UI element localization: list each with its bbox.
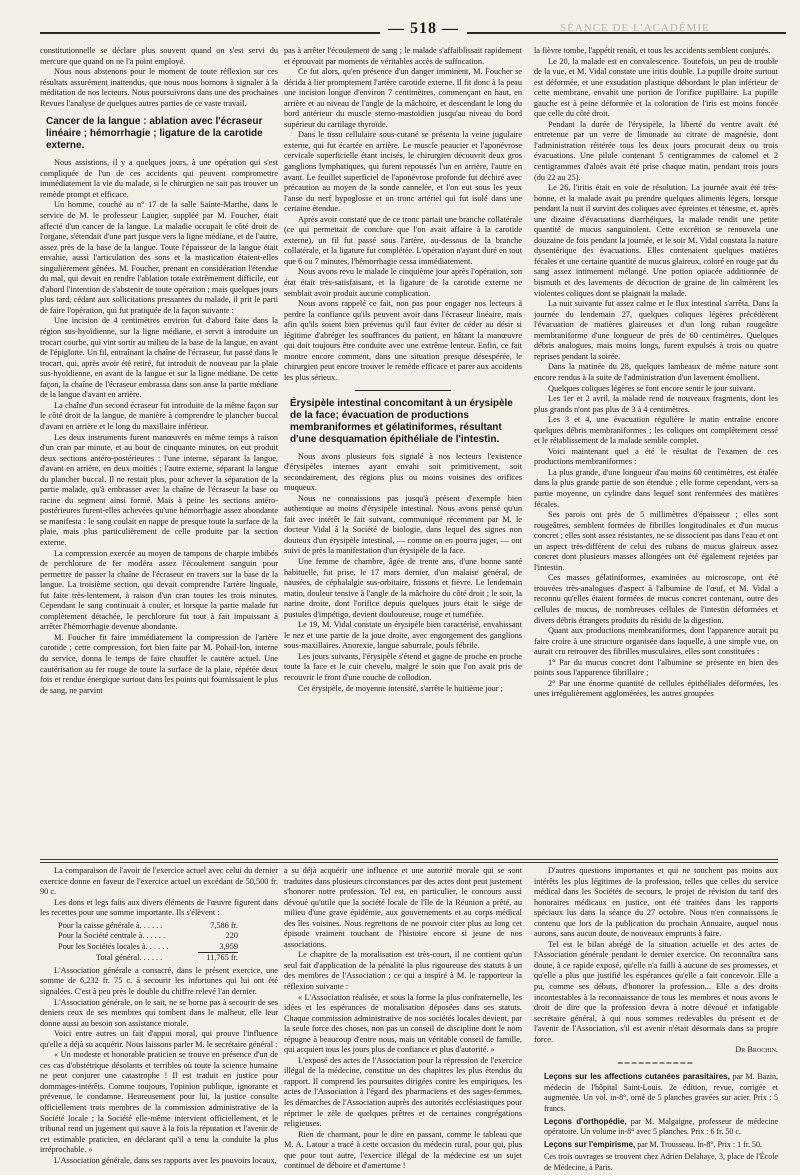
paragraph: Le chapitre de la moralisation est très-court, il ne contient qu'un seul fait d'application de la pénalité la plus rigoureuse des statuts à un des membres de l'Association ; ce qui a inspiré à M. le rapporteur la réflexion suivante : bbox=[284, 950, 522, 992]
paragraph: L'Association générale, dans ses rapports avec les pouvoirs locaux, bbox=[54, 1155, 277, 1165]
paragraph: Voici maintenant quel a été le résultat de l'examen de ces productions membraniformes : bbox=[534, 446, 778, 467]
book-announcements bbox=[534, 1072, 778, 1171]
book-title: Leçons d'orthopédie, bbox=[544, 1116, 627, 1126]
paragraph: Les 1er et 2 avril, la malade rend de nouveaux fragments, dont les plus grands n'ont pas plus de 3 à 4 centimètres. bbox=[534, 394, 778, 414]
donation-label: Pour la Société centrale à. . . . . . bbox=[58, 931, 166, 941]
article-heading-erysipele: Érysipèle intestinal concomitant à un érysipèle de la face; évacuation de productions membraniformes et gélatiniformes, résultant d'une desquamation épithéliale de l'intestin. bbox=[290, 397, 513, 445]
paragraph: D'autres questions importantes et qui ne touchent pas moins aux intérêts les plus légitimes de la profession, telles que celles du service médical dans les Sociétés de secours, le projet de révision du tarif des honoraires médicaux en justice, ont été traitées dans les rapports spéciaux lus dans la séance du 27 octobre. Nous n'en connaissons le contenu que lors de la publication du prochain Annuaire, auquel nous aurons, sans aucun doute, de nouveaux emprunts à faire. bbox=[534, 866, 778, 939]
donation-row bbox=[40, 921, 278, 932]
section-divider bbox=[355, 390, 450, 391]
total-label: Total général. . . . . . bbox=[96, 953, 163, 963]
donation-label: Pour les Sociétés locales à. . . . . . bbox=[58, 941, 169, 951]
paragraph: Les 3 et 4, une évacuation régulière le matin entraîne encore quelques débris membraniformes ; les coliques ont complètement cessé et le rétablissement de la malade semble complet. bbox=[534, 415, 778, 446]
book-notice bbox=[534, 1072, 778, 1114]
donation-value: 220 bbox=[225, 931, 238, 941]
bleed-through-text: SÉANCE DE L'ACADÉMIE bbox=[560, 22, 710, 34]
paragraph: Une incision de 4 centimètres environ fut d'abord faite dans la région sus-hyoïdienne, sur la ligne médiane, et servit à introduire un trocart courbe, qui vint sortir au milieu de la base de la langue, en avant de l'épiglotte. Un fil, entraînant la chaîne de l'écraseur, fut passé dans le trocart, qui, après avoir été retiré, fut introduit de nouveau par la plaie sus-hyoïdienne, en avant de la langue et sur la ligne médiane. De cette façon, la chaîne de l'écraseur embrassa dans son anse la partie médiane de la langue d'avant en arrière. bbox=[40, 316, 278, 400]
page-header bbox=[40, 18, 786, 48]
paragraph: Tel est le bilan abrégé de la situation actuelle et des actes de l'Association générale pendant le dernier exercice. On reconnaîtra sans doute, à ce rapide exposé, qu'elle n'a failli à aucune de ses promesses, et qu'elle a plus que justifié les espérances qu'elle a fait concevoir. Elle a pu, comme ses débuts, d'honorer la profession... Elle a des droits incontestables à la reconnaissance de tous les membres et nous avons le droit de dire que la profession devra à notre dévoué et infatigable secrétaire général, à qui nous sommes redevables du présent et de l'avenir de l'Association, s'il est avenir n'était désormais dans sa propre force. bbox=[534, 939, 778, 1044]
paragraph: Nous ne connaissions pas jusqu'à présent d'exemple bien authentique au moins d'érysipèle intestinal. Nous avons pensé qu'un fait avec intérêt le fait suivant, communiqué récemment par M. le docteur Vidal à la Société de biologie, dans lequel des signes non douteux d'un érysipèle intestinal, — comme on en pourra juger, — ont suivi de près la manifestation d'un érysipèle de la face. bbox=[284, 493, 522, 556]
donation-label: Pour la caisse générale à. . . . . . bbox=[58, 920, 163, 930]
book-details: par M. Trousseau. In-8°. Prix : 1 fr. 50. bbox=[637, 1139, 763, 1149]
paragraph: pas à arrêter l'écoulement de sang ; le malade s'affaiblissait rapidement et éprouvait par moments de véritables accès de suffocation. bbox=[284, 46, 522, 66]
book-details: par M. Bazin, médecin de l'hôpital Saint-Louis. 2e édition, revue, corrigée et augmentée. Un vol. in-8°, orné de 5 planches gravées sur acier. Prix : 5 francs. bbox=[544, 1072, 778, 1114]
paragraph: Voici entre autres un fait d'appui moral, qui prouve l'influence qu'elle a déjà su acquérir. Nous laissons parler M. le secrétaire général : bbox=[40, 1029, 278, 1049]
paragraph: Le 20, la malade est en convalescence. Toutefois, un peu de trouble de la vue, et M. Vidal constate une iritis double. La pupille droite surtout est déformée, et une exsudation plastique débordant le plan inférieur de cette membrane, envahit une portion de l'orifice pupillaire. La pupille gauche est à peine déformée et la coloration de l'iris est moins foncée que celle du côté droit. bbox=[534, 56, 778, 119]
paragraph: Nous avons revu le malade le cinquième jour après l'opération, son état était très-satisfaisant, et la ligature de la carotide externe ne semblait avoir produit aucune complication. bbox=[284, 267, 522, 298]
paragraph: M. Foucher fit faire immédiatement la compression de l'artère carotide ; cette compression, fort bien faite par M. Pohail-lon, interne du service, donna le temps de faire chauffer le cautère actuel. Une cautérisation au fer rouge de toute la surface de la plaie, répétée deux fois et rendue énergique surtout dans les points qui fournissaient le plus de sang, ne parvint bbox=[40, 632, 278, 695]
column-3 bbox=[534, 46, 778, 856]
paragraph: Pendant la durée de l'érysipèle, la liberté du ventre avait été entretenue par un verre de limonade au citrate de magnésie, dont l'administration réitérée tous les deux jours procurait deux ou trois évacuations. Une pilule contenant 5 centigrammes de calomel et 2 centigrammes d'aloès avait été prise chaque matin, pendant trois jours (du 22 au 25). bbox=[534, 119, 778, 182]
paragraph: La compression exercée au moyen de tampons de charpie imbibés de perchlorure de fer modéra assez l'écoulement sanguin pour permettre de passer la chaîne de l'écraseur en travers sur la base de la langue. La troisième section, qui devait comprendre l'artère linguale, fut faite très-lentement, à raison d'un cran toutes les trois minutes. Cependant le sang continuait à couler, et lorsque la partie malade fut complètement détachée, le perchlorure fut tout à fait impuissant à arrêter l'hémorrhagie devenue abondante. bbox=[40, 548, 278, 632]
paragraph: Ces masses gélatiniformes, examinées au microscope, ont été trouvées très-analogues d'aspect à l'albumine de l'œuf, et M. Vidal a reconnu qu'elles étaient formées de mucus concret contenant, outre des cellules de mucus, de nombreuses cellules de l'intestin déformées et divers débris étrangers produits du résidu de la digestion. bbox=[534, 573, 778, 625]
donation-value: 7,586 fr. bbox=[210, 920, 238, 930]
paragraph: Le 26, l'iritis était en voie de résolution. La journée avait été très-bonne, et la malade avait pu prendre quelques aliments légers, lorsque pendant la nuit il survint des coliques avec épreintes et ténesme, et, après une dizaine d'évacuations diarrhéiques, la malade rendit une petite quantité de mucus sanguinolent. Cette excrétion se renouvela une douzaine de fois pendant la journée, et le soir M. Vidal constata la nature dysentérique des évacuations. Elles contenaient quelques matières fécales et une certaine quantité de mucus glaireux, coloré en rouge par du sang assez intimement mélangé. Une potion opiacée additionnée de bismuth et des lavements de décoction de graine de lin calmèrent les violentes coliques dont se plaignait la malade. bbox=[534, 183, 778, 298]
donations-table bbox=[40, 921, 278, 964]
bottom-column-1 bbox=[40, 866, 278, 1171]
quoted-paragraph: « Un modeste et honorable praticien se trouve en présence d'un de ces cas d'obstétrique désolants et terribles où toute la science humaine ne peut conjurer une catastrophe ! Il est traduit en justice pour dommages-intérêts. Comme toujours, l'opinion publique, ignorante et prévenue, le condamne. Heureusement pour lui, la justice consulte officiellement trois membres de la commission administrative de la Société locale ; la Société elle-même intervient officiellement, et le tribunal rend un jugement qui sauve à la fois la réputation et l'avenir de cet estimable praticien, en déclarant qu'il a tenu la conduite la plus irréprochable. » bbox=[40, 1050, 278, 1155]
paragraph: Dans la matinée du 28, quelques lambeaux de même nature sont encore rendus à la suite de l'administration d'un lavement émollient. bbox=[534, 362, 778, 382]
book-details: par M. Malgaigne, professeur de médecine opératoire. Un volume in-8° avec 5 planches. Prix : 6 fr. 50 c. bbox=[544, 1116, 778, 1137]
paragraph: Ses parois ont près de 5 millimètres d'épaisseur ; elles sont rougeâtres, semblent formées de fibrilles longitudinales et d'un mucus concret ; elles sont assez résistantes, ne se dissocient pas dans l'eau et ont un aspect très-différent de celui des rubans de mucus glaireux assez concret dont plusieurs masses allongées ont été également rejetées par l'intestin. bbox=[534, 510, 778, 572]
paragraph: Nous avons rappelé ce fait, non pas pour engager nos lecteurs à perdre la confiance qu'ils peuvent avoir dans l'écraseur linéaire, mais afin qu'ils soient bien prévenus qu'il faut éviter de céder au désir si légitime d'abréger les souffrances du patient, en hâtant la manœuvre qui doit toujours être conduite avec une extrême lenteur. Enfin, ce fait montre encore comment, dans une situation presque désespérée, le chirurgien peut encore trouver le remède efficace et parer aux accidents les plus sérieux. bbox=[284, 299, 522, 382]
paragraph: Un homme, couché au n° 17 de la salle Sainte-Marthe, dans le service de M. le professeur Laugier, suppléé par M. Foucher, était affecté d'un cancer de la langue. La maladie occupait le côté droit de l'organe, s'étendait d'une part jusque vers la ligne médiane, et de l'autre, assez près de la base de la langue. Toute l'épaisseur de la langue était envahie, aussi l'articulation des sons et la mastication étaient-elles singulièrement gênées. M. Foucher, prenant en considération l'étendue du mal, qui devait en rendre l'ablation totale extrêmement difficile, eut d'abord l'intention de s'abstenir de toute opération ; mais quelques jours plus tard, cédant aux sollicitations pressantes du malade, il prit le parti de faire l'opération, qui fut pratiquée de la façon suivante : bbox=[40, 200, 278, 315]
bottom-column-3 bbox=[534, 866, 778, 1171]
ornament-divider: ═══════════ bbox=[617, 1058, 695, 1067]
donation-row bbox=[40, 942, 278, 953]
paragraph: la fièvre tombe, l'appétit renaît, et tous les accidents semblent conjurés. bbox=[534, 46, 771, 55]
paragraph: Les dons et legs faits aux divers éléments de l'œuvre figurent dans les recettes pour une somme importante. Ils s'élèvent : bbox=[40, 897, 278, 918]
author-signature: Dr Brochin. bbox=[735, 1045, 778, 1055]
column-1 bbox=[40, 46, 278, 856]
donation-total-row bbox=[40, 953, 278, 964]
paragraph: Quelques coliques légères se font encore sentir le jour suivant. bbox=[548, 383, 756, 393]
book-notice bbox=[534, 1140, 778, 1151]
publisher-note: Ces trois ouvrages se trouvent chez Adrien Delahaye, 3, place de l'École de Médecine, à Paris. bbox=[544, 1152, 778, 1171]
book-title: Leçons sur l'empirisme, bbox=[544, 1139, 636, 1149]
paragraph: Dans le tissu cellulaire sous-cutané se présenta la veine jugulaire externe, qui fut écartée en arrière. Le muscle peaucier et l'aponévrose cervicale superficielle étant incisés, le chirurgien découvrit deux gros ganglions lymphatiques, qui furent repoussés l'un en arrière, l'autre en avant. Le feuillet superficiel de l'aponévrose profonde fut déchiré avec précaution au moyen de la sonde cannelée, et l'on eut sous les yeux l'anse du nerf hypoglosse et un tronc artériel qui fut isolé dans une certaine étendue. bbox=[284, 130, 522, 214]
paragraph: Nous avons plusieurs fois signalé à nos lecteurs l'existence d'érysipèles internes ayant envahi soit primitivement, soit secondairement, des régions plus ou moins voisines des orifices muqueux. bbox=[284, 451, 522, 493]
paragraph: L'exposé des actes de l'Association pour la répression de l'exercice illégal de la médecine, constitue un des chapitres les plus étendus du rapport. Il comprend les poursuites dirigées contre les empiriques, les actes de l'Association à l'égard des pharmaciens et des sages-femmes, les démarches de l'Association auprès des autorités ecclésiastiques pour réprimer le zèle de quelques prêtres et de certaines congrégations religieuses. bbox=[284, 1055, 522, 1129]
paragraph: Les jours suivants, l'érysipèle s'étend et gagne de proche en proche toute la face et le cuir chevelu, malgré le soin que l'on avait pris de recouvrir le front d'une couche de collodion. bbox=[284, 651, 522, 682]
paragraph: L'Association générale a consacré, dans le présent exercice, une somme de 6,232 fr. 75 c. à secourir les infortunes qui lui ont été signalées. C'est à peu près le double du chiffre relevé l'an dernier. bbox=[40, 965, 278, 997]
paragraph: La chaîne d'un second écraseur fut introduite de la même façon sur le côté droit de la langue, de manière à comprendre le plancher buccal d'avant en arrière et le long du maxillaire inférieur. bbox=[40, 400, 278, 431]
paragraph: a su déjà acquérir une influence et une autorité morale qui se sont traduites dans plusieurs circonstances par des actes dont peut justement s'honorer notre profession. Tel est, en particulier, le concours aussi dévoué qu'utile que la société locale de l'île de la Réunion a prêté, au milieu d'une grave épidémie, aux gouvernements et au corps médical des îles voisines. Nous regrettons de ne pouvoir citer plus au long cet épisode vraiment touchant de l'histoire encore si jeune de nos associations. bbox=[284, 866, 522, 949]
paragraph: Le 19, M. Vidal constate un érysipèle bien caractérisé, envahissant le nez et une partie de la joue droite, avec engorgement des ganglions sous-maxillaires. Anorexie, langue saburrale, pouls fébrile. bbox=[284, 620, 522, 651]
paragraph: Rien de charmant, pour le dire en passant, comme le tableau que M. A. Latour a tracé à cette occasion du médecin rural, pour qui, plus que pour tout autre, l'exercice illégal de la médecine est un sujet continuel de déboire et d'amertume ! bbox=[284, 1129, 522, 1171]
paragraph: Nous assistions, il y a quelques jours, à une opération qui s'est compliquée de l'un de ces accidents qui peuvent compromettre immédiatement la vie du malade, si le chirurgien ne sait pas trouver un remède prompt et efficace. bbox=[40, 158, 278, 199]
paragraph: L'Association générale, on le sait, ne se borne pas à secourir de ses deniers ceux de ses membres qui tombent dans le malheur, elle leur donne aussi au besoin son assistance morale. bbox=[40, 997, 278, 1028]
paragraph: Cet érysipèle, de moyenne intensité, s'arrête le huitième jour ; bbox=[298, 683, 503, 693]
paragraph: Les deux instruments furent manœuvrés en même temps à raison d'un cran par minute, et au bout de cinquante minutes, on eut produit deux sections antéro-postérieures : l'une interne, séparant la langue, d'avant en arrière, en deux moitiés ; l'autre externe, séparant la langue du plancher buccal. Il ne restait plus, pour achever la séparation de la partie malade, qu'à embrasser avec la chaîne de l'écraseur la base ou racine du segment ainsi formé. Mais à peine les sections antéro-postérieures furent-elles achevées qu'une hémorrhagie assez abondante se manifesta : le sang coulait en nappe de presque toute la surface de la plaie, mais plus particulièrement de celle produite par la section externe. bbox=[40, 432, 278, 547]
paragraph: La nuit suivante fut assez calme et le flux intestinal s'arrêta. Dans la journée du lendemain 27, quelques coliques légères précédèrent l'évacuation de matières glaireuses et d'un long ruban rougeâtre membraniforme d'une longueur de près de 60 centimètres. Quelques débris analogues, mais moins longs, furent expulsés à trois ou quatre reprises pendant la soirée. bbox=[534, 299, 778, 361]
article-heading-cancer: Cancer de la langue : ablation avec l'écraseur linéaire ; hémorrhagie ; ligature de la carotide externe. bbox=[46, 116, 263, 152]
feuilleton-rule bbox=[40, 862, 778, 863]
paragraph: constitutionnelle se déclare plus souvent quand on s'est servi du mercure que quand on ne l'a point employé. bbox=[40, 46, 278, 66]
page-number: — 518 — bbox=[380, 20, 467, 38]
total-value: 11,765 fr. bbox=[206, 953, 238, 963]
book-title: Leçons sur les affections cutanées parasitaires, bbox=[544, 1072, 730, 1082]
paragraph: Nous nous abstenons pour le moment de toute réflexion sur ces résultats assurément inattendus, que nous nous bornons à signaler à la méditation de nos lecteurs. Nous poursuivrons dans une des prochaines Revues l'analyse de quelques autres parties de ce vaste travail. bbox=[40, 67, 278, 108]
paragraph: La plus grande, d'une longueur d'au moins 60 centimètres, est étalée dans la plus grande partie de son étendue ; elle forme cependant, vers sa partie moyenne, un cylindre dans lequel sont renfermées des matières fécales. bbox=[534, 467, 778, 509]
donation-row bbox=[40, 931, 278, 942]
book-notice bbox=[534, 1117, 778, 1138]
paragraph: Une femme de chambre, âgée de trente ans, d'une bonne santé habituelle, fut prise, le 17 mars dernier, d'un malaise général, de nausées, de céphalalgie sus-orbitaire, frissons et fièvre. Le lendemain matin, douleur tensive à l'angle de la mâchoire du côté droit ; le soir, la narine droite, dont l'orifice depuis quelques jours était le siége de pustules d'impétigo, devient douloureuse, rouge et tuméfiée. bbox=[284, 556, 522, 619]
paragraph: Après avoir constaté que de ce tronc partait une branche collatérale (ce qui permettait de conclure que l'on avait affaire à la carotide externe), un fil fut passé sous l'artère, au-dessous de la branche collatérale, et la ligature fut complétée. L'opération n'ayant duré en tout que 6 ou 7 minutes, l'hémorrhagie cessa immédiatement. bbox=[284, 214, 522, 266]
paragraph: Quant aux productions membraniformes, dont l'apparence aurait pu faire croire à une structure organisée dans laquelle, à une simple vue, on aurait cru retrouver des fibrilles musculaires, elles sont constituées : bbox=[534, 626, 778, 657]
paragraph: Ce fut alors, qu'en présence d'un danger imminent, M. Foucher se décida à lier promptement l'artère carotide externe. Il fit donc à la peau une incision longue d'environ 7 centimètres, commençant en haut, en arrière et au niveau de l'angle de la mâchoire, et descendant le long du bord antérieur du muscle sterno-mastoïdien jusqu'au niveau du bord supérieur du cartilage thyroïde. bbox=[284, 67, 522, 129]
feuilleton-rule bbox=[40, 859, 778, 860]
paragraph: 2° Par une énorme quantité de cellules épithéliales déformées, les unes irrégulièrement agglomérées, les autres groupées bbox=[534, 678, 778, 699]
paragraph: La comparaison de l'avoir de l'exercice actuel avec celui du dernier exercice donne en faveur de l'exercice actuel un excédant de 50,500 fr. 90 c. bbox=[40, 866, 278, 897]
paragraph: 1° Par du mucus concret dont l'albumine se présente en bien des points sous l'apparence fibrillaire ; bbox=[534, 657, 778, 678]
quoted-paragraph: « L'Association réalisée, et sous la forme la plus confraternelle, les idées et les espérances de moralisation déposées dans ses statuts. Chaque commission administrative de nos sociétés locales devient, par la seule force des choses, non pas un conseil de discipline dont le nom répugne à beaucoup d'entre nous, mais un véritable conseil de famille, qui acquiert tous les jours plus de confiance et plus d'autorité. » bbox=[284, 992, 522, 1055]
bottom-column-2 bbox=[284, 866, 522, 1171]
column-2 bbox=[284, 46, 522, 856]
donation-value: 3,959 bbox=[219, 941, 238, 951]
